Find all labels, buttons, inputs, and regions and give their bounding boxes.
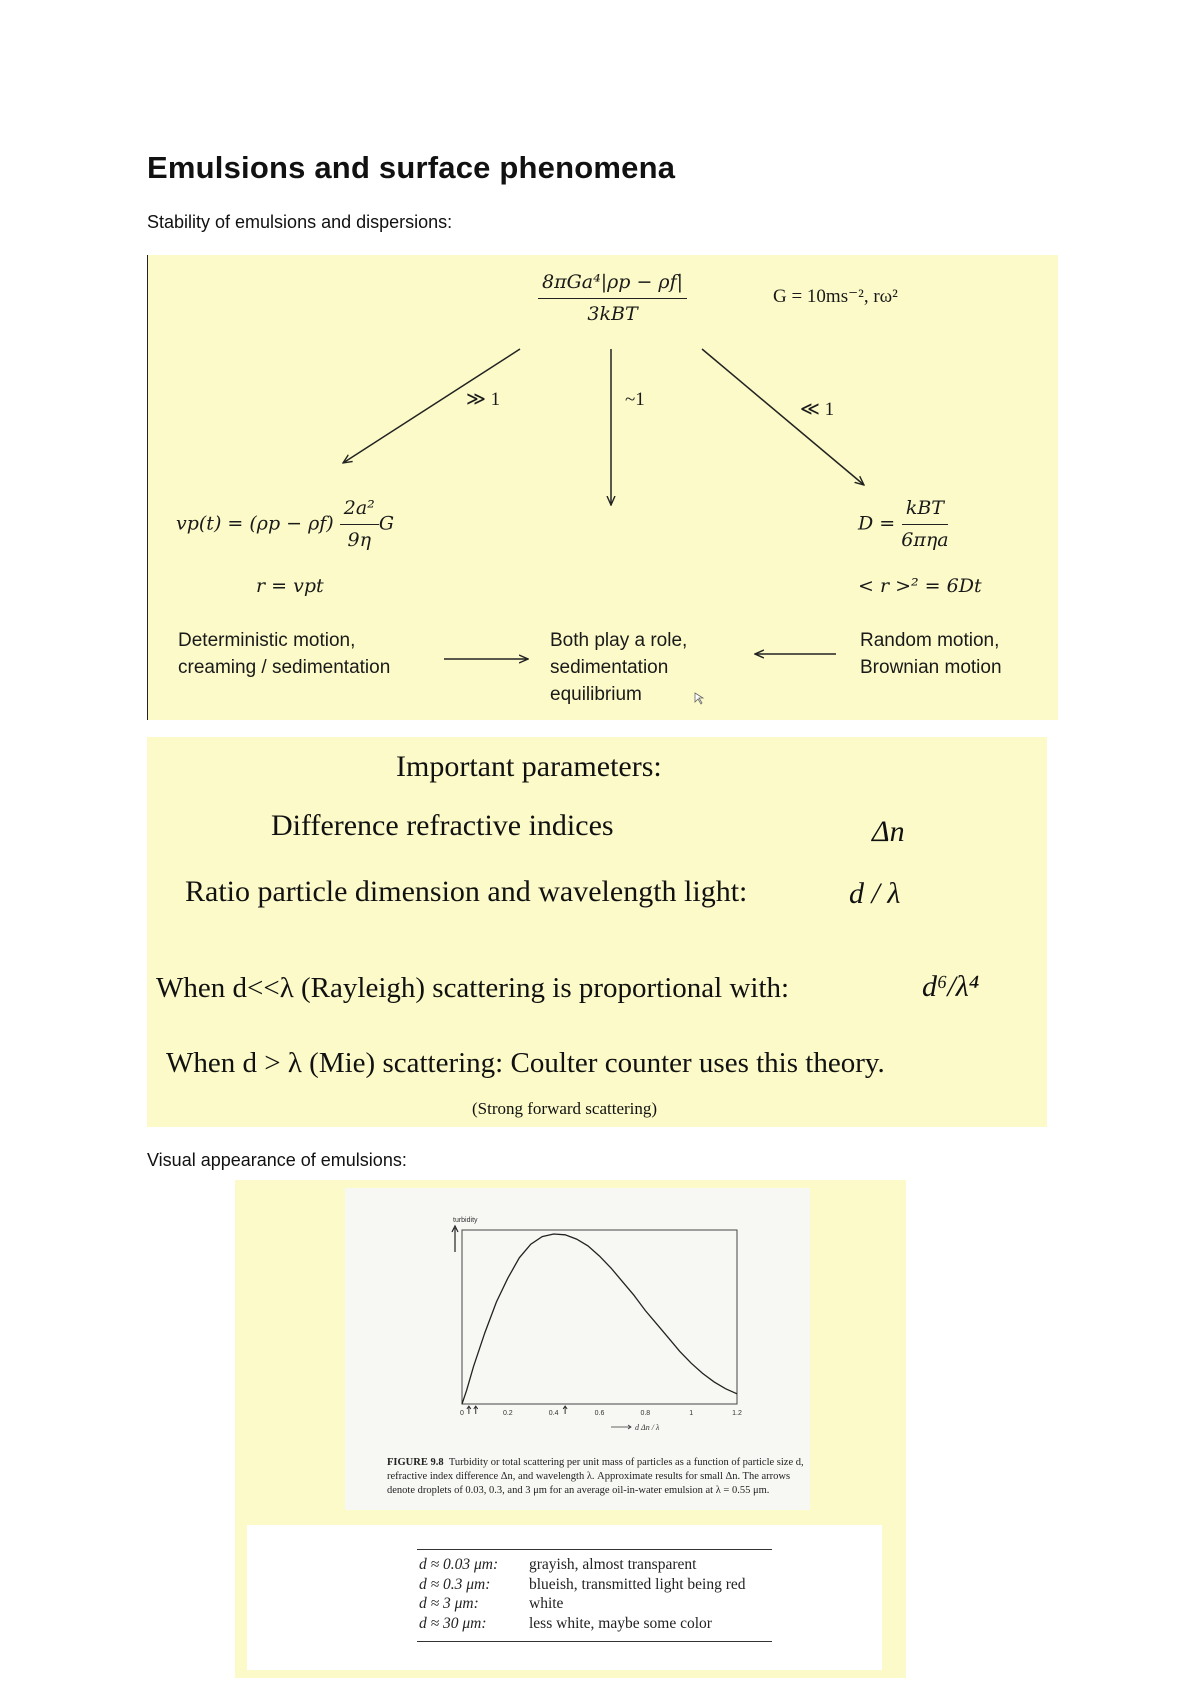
table-row: d ≈ 3 μm: white bbox=[419, 1595, 564, 1612]
table-row: d ≈ 0.3 μm: blueish, transmitted light being red bbox=[419, 1575, 746, 1593]
param-refractive-symbol: Δn bbox=[872, 815, 905, 848]
displacement-relation: r = vpt bbox=[256, 575, 324, 597]
arrow-right bbox=[702, 349, 864, 485]
x-tick-label: 0.6 bbox=[594, 1410, 605, 1417]
figure-caption bbox=[387, 1456, 807, 1498]
x-tick-label: 1.2 bbox=[732, 1410, 742, 1417]
turbidity-figure bbox=[345, 1188, 810, 1510]
arrow-label-approx-one: ~1 bbox=[625, 389, 645, 410]
velocity-formula: vp(t) = (ρp − ρf) $\frac{\text{2a²}}{9\eta}$ G bbox=[176, 497, 394, 551]
section-label-visual: Visual appearance of emulsions: bbox=[147, 1150, 407, 1170]
appearance-table-box bbox=[247, 1525, 882, 1670]
table-bottom-rule bbox=[417, 1641, 772, 1642]
appearance-table bbox=[419, 1555, 779, 1633]
random-text: Random motion, Brownian motion bbox=[860, 630, 1002, 678]
g-note: G = 10ms⁻², rω² bbox=[773, 286, 898, 307]
visual-appearance-figure bbox=[235, 1180, 906, 1678]
parameters-panel bbox=[147, 737, 1047, 1127]
arrow-label-much-less: ≪ 1 bbox=[800, 399, 835, 420]
droplet-arrow bbox=[474, 1406, 478, 1414]
mean-square-relation: < r >² = 6Dt bbox=[858, 575, 982, 597]
x-tick-label: 0.2 bbox=[502, 1410, 513, 1417]
x-tick-label: 1 bbox=[689, 1410, 694, 1417]
param-mie-label: When d > λ (Mie) scattering: Coulter counter uses this theory. bbox=[166, 1047, 885, 1079]
param-rayleigh-symbol: d⁶/λ⁴ bbox=[922, 970, 980, 1003]
turbidity-chart bbox=[345, 1188, 810, 1446]
table-row: d ≈ 0.03 μm: grayish, almost transparent bbox=[419, 1556, 697, 1573]
both-text: Both play a role, sedimentation equilibrium bbox=[550, 630, 688, 705]
top-formula: $\frac{\text{8πGa⁴|ρp − ρf|}}{\text{3kBT}}$ bbox=[538, 269, 687, 328]
x-tick-label: 0.4 bbox=[548, 1410, 559, 1417]
figure-caption-text: Turbidity or total scattering per unit mass of particles as a function of particle size d, refractive index difference Δn, and wavelength λ. Approximate results for small Δn. The arrows denote droplets of 0.03, 0.3, and 3 μm for an average oil-in-water emulsion at λ = 0.55 μm. bbox=[387, 1457, 804, 1496]
droplet-arrow bbox=[467, 1406, 471, 1414]
param-forward-note: (Strong forward scattering) bbox=[472, 1099, 658, 1118]
param-ratio-symbol: d / λ bbox=[849, 877, 901, 910]
section-label-stability: Stability of emulsions and dispersions: bbox=[147, 212, 453, 232]
droplet-arrow bbox=[563, 1406, 567, 1414]
diffusion-formula: D = $\frac{\text{kBT}}{\text{6πηa}}$ bbox=[858, 497, 949, 551]
cursor-icon bbox=[695, 693, 703, 704]
chart-xlabel: d Δn / λ bbox=[635, 1423, 660, 1432]
x-tick-labels bbox=[460, 1410, 742, 1417]
page-title: Emulsions and surface phenomena bbox=[147, 150, 676, 185]
deterministic-text: Deterministic motion, creaming / sedimentation bbox=[178, 630, 391, 678]
param-ratio-label: Ratio particle dimension and wavelength light: bbox=[185, 875, 748, 908]
parameters-heading: Important parameters: bbox=[396, 750, 662, 783]
x-tick-label: 0.8 bbox=[640, 1410, 651, 1417]
figure-number: FIGURE 9.8 bbox=[387, 1457, 444, 1468]
param-refractive-label: Difference refractive indices bbox=[271, 809, 614, 842]
arrow-label-much-greater: ≫ 1 bbox=[466, 389, 501, 410]
table-row: d ≈ 30 μm: less white, maybe some color bbox=[419, 1614, 712, 1632]
param-rayleigh-label: When d<<λ (Rayleigh) scattering is proportional with: bbox=[156, 972, 790, 1004]
stability-diagram bbox=[147, 255, 1058, 720]
x-tick-label: 0 bbox=[460, 1410, 464, 1417]
table-top-rule bbox=[417, 1549, 772, 1550]
turbidity-curve bbox=[462, 1234, 737, 1404]
chart-ylabel: turbidity bbox=[453, 1217, 478, 1224]
